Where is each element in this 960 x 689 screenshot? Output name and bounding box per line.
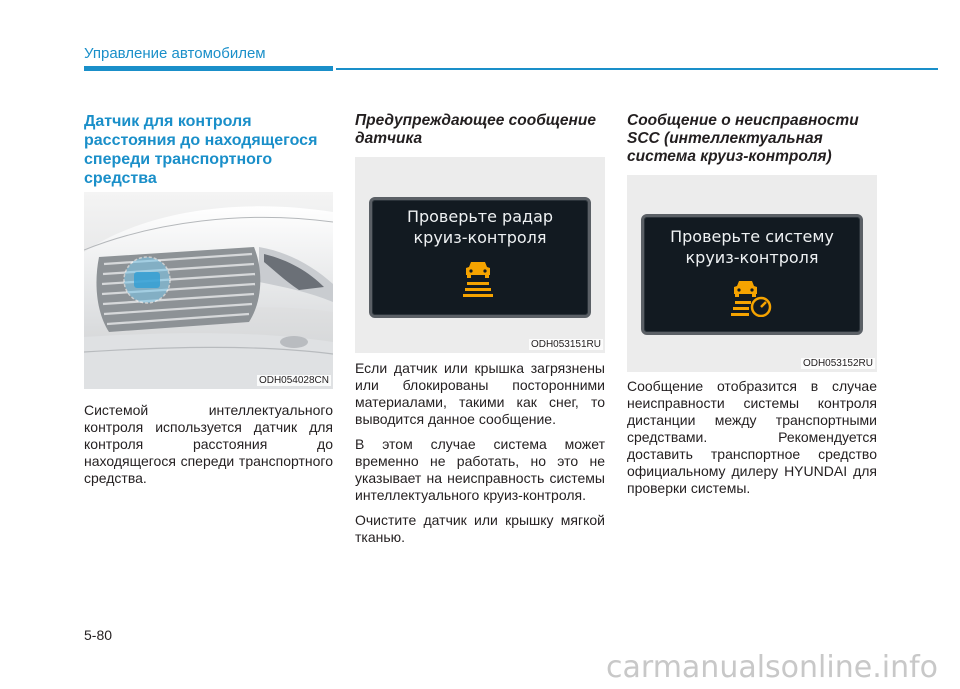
figure-code: ODH053152RU [802,358,873,369]
warning-paragraph-1: Если датчик или крышка загрязнены или блокированы посторонними материалами, такими как снег, то выводится данное сообщение. [355,360,605,427]
malfunction-paragraph: Сообщение отобразится в случае неисправности системы контроля дистанции между транспортными средствами. Рекомендуется доставить транспортное средство официальному дилеру HYUNDAI для проверки системы. [627,378,877,496]
header-rule-thin [336,68,938,70]
car-front-figure [84,192,333,389]
sensor-paragraph: Системой интеллектуального контроля используется датчик для контроля расстояния до находящегося спереди транспортного средства. [84,402,333,486]
malfunction-section-title: Сообщение о неисправности SCC (интеллектуальная система круиз-контроля) [627,112,859,165]
watermark: carmanualsonline.info [606,650,938,685]
car-front-illustration [84,192,333,389]
cluster-display [369,197,591,318]
display-line-2: круиз-контроля [685,248,819,267]
cluster-display [641,214,863,335]
warning-paragraph-3: Очистите датчик или крышку мягкой тканью. [355,512,605,545]
warning-display-figure [355,157,605,353]
malfunction-display-figure [627,175,877,372]
page-number: 5-80 [84,627,113,643]
sensor-body-text [84,402,333,495]
warning-paragraph-2: В этом случае система может временно не работать, но это не указывает на неисправность системы интеллектуального круиз-контроля. [355,436,605,503]
display-line-2: круиз-контроля [413,228,547,247]
section-header: Управление автомобилем [84,45,266,62]
display-line-1: Проверьте систему [670,227,834,246]
car-speedometer-icon [730,279,772,317]
display-line-1: Проверьте радар [406,207,554,226]
malfunction-body-text [627,378,877,505]
warning-section-title: Предупреждающее сообщение датчика [355,112,596,147]
warning-body-text [355,360,605,554]
sensor-section-title: Датчик для контроля расстояния до находящегося спереди транспортного средства [84,113,318,187]
car-radar-icon [461,260,495,298]
figure-code: ODH053151RU [530,339,601,350]
header-rule-thick [84,66,333,71]
figure-code: ODH054028CN [258,375,329,386]
